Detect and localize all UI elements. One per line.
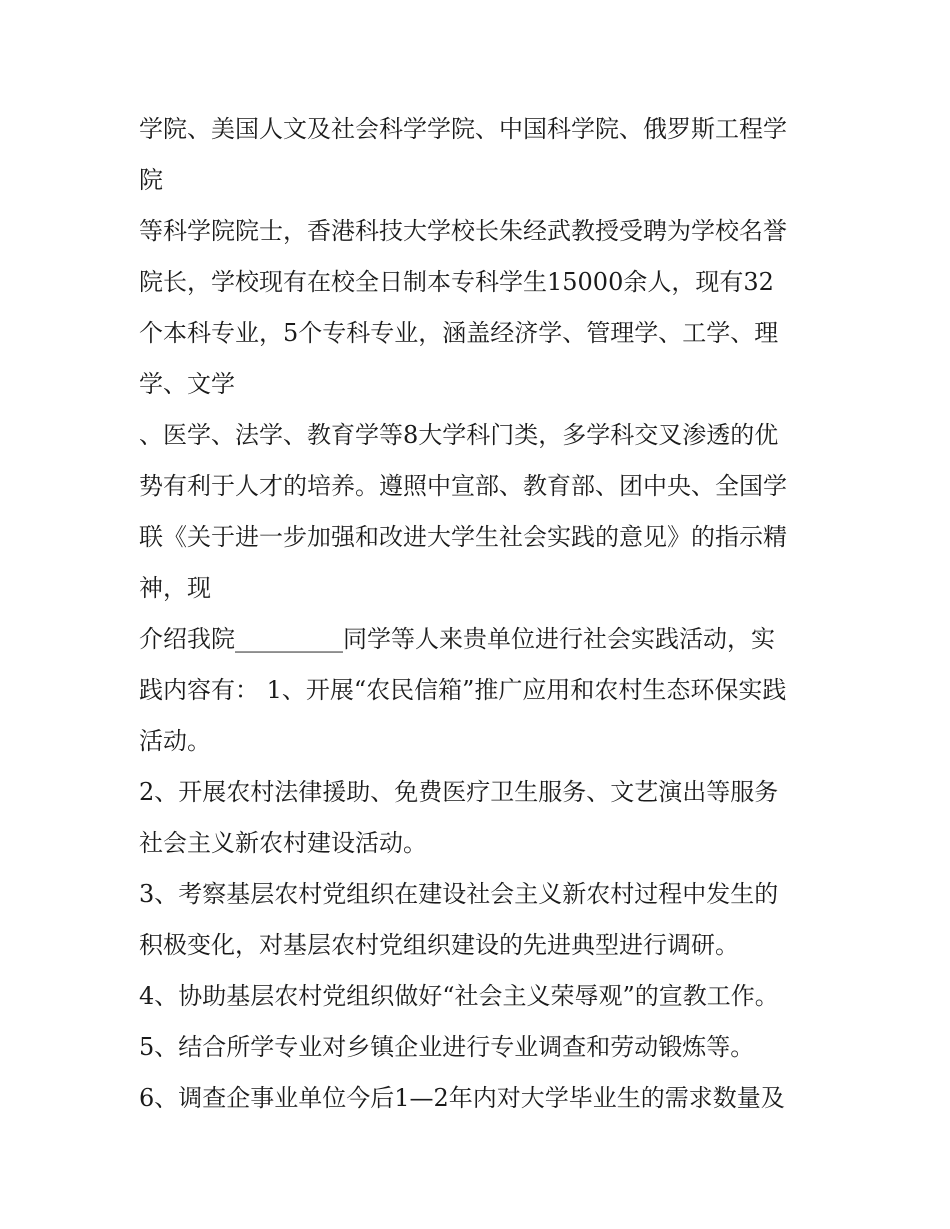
text-line: 5、结合所学专业对乡镇企业进行专业调查和劳动锻炼等。	[139, 1033, 755, 1061]
text-line: 势有利于人才的培养。遵照中宣部、教育部、团中央、全国学	[139, 472, 787, 500]
text-line: 3、考察基层农村党组织在建设社会主义新农村过程中发生的	[139, 880, 779, 908]
text-line: 2、开展农村法律援助、免费医疗卫生服务、文艺演出等服务	[139, 778, 779, 806]
text-line: 院	[139, 166, 163, 194]
text-line: 院长，学校现有在校全日制本专科学生15000余人，现有32	[139, 268, 774, 296]
text-line: 践内容有： 1、开展“农民信箱”推广应用和农村生态环保实践	[139, 676, 787, 704]
text-line: 6、调查企事业单位今后1—2年内对大学毕业生的需求数量及	[139, 1084, 785, 1112]
text-line: 神，现	[139, 574, 211, 602]
text-line: 介绍我院_________同学等人来贵单位进行社会实践活动，实	[139, 625, 775, 653]
text-line: 联《关于进一步加强和改进大学生社会实践的意见》的指示精	[139, 523, 787, 551]
text-line: 个本科专业，5个专科专业，涵盖经济学、管理学、工学、理	[139, 319, 779, 347]
text-line: 积极变化，对基层农村党组织建设的先进典型进行调研。	[139, 931, 739, 959]
text-line: 、医学、法学、教育学等8大学科门类，多学科交叉渗透的优	[139, 421, 779, 449]
text-line: 社会主义新农村建设活动。	[139, 829, 427, 857]
text-line: 活动。	[139, 727, 211, 755]
text-line: 等科学院院士，香港科技大学校长朱经武教授受聘为学校名誉	[139, 217, 787, 245]
text-line: 学、文学	[139, 370, 235, 398]
text-line: 4、协助基层农村党组织做好“社会主义荣辱观”的宣教工作。	[139, 982, 779, 1010]
text-line: 学院、美国人文及社会科学学院、中国科学院、俄罗斯工程学	[139, 115, 787, 143]
